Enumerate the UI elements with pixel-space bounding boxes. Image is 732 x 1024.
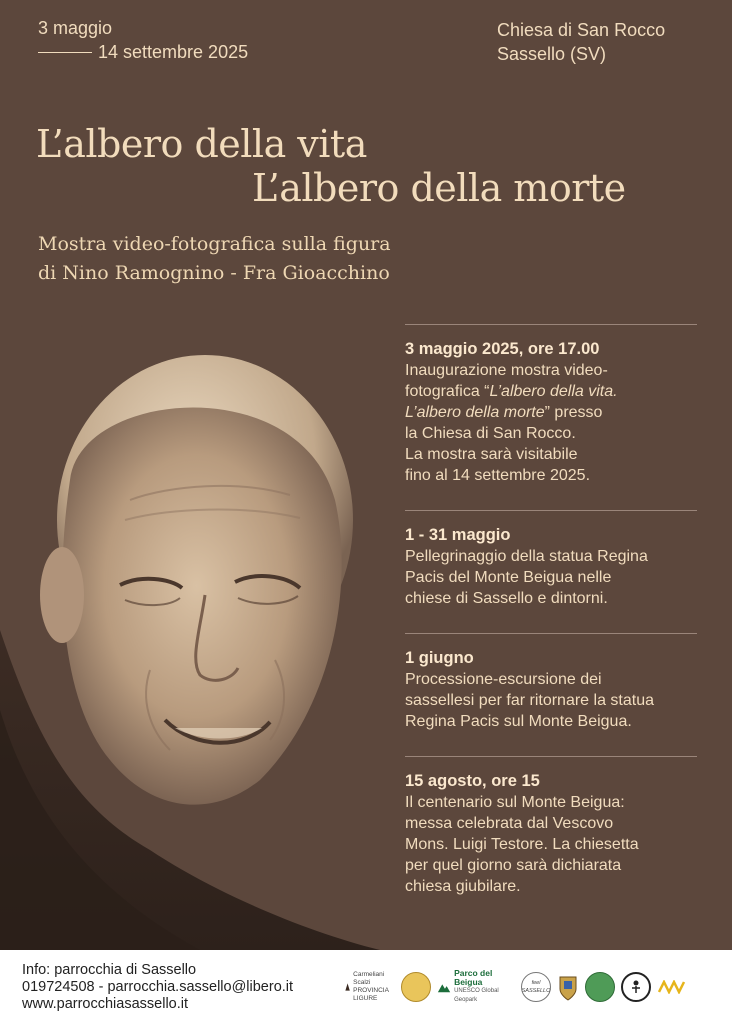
title-line-1: L’albero della vita — [36, 122, 367, 166]
event-description-part: Inaugurazione mostra video- fotografica “ — [405, 362, 608, 400]
event-description — [405, 360, 697, 486]
event-date: 1 - 31 maggio — [405, 526, 511, 544]
parco-beigua-logo — [437, 968, 515, 1003]
carmel-icon — [345, 976, 350, 998]
event-date: 15 agosto, ore 15 — [405, 772, 540, 790]
phone-email[interactable]: 019724508 - parrocchia.sassello@libero.it — [22, 979, 294, 995]
anniversary-seal-icon — [401, 972, 431, 1002]
footer — [0, 950, 732, 1024]
exhibition-subtitle — [38, 230, 391, 288]
subtitle-line-1: Mostra video-fotografica sulla figura — [38, 233, 391, 255]
venue-name: Chiesa di San Rocco — [497, 20, 666, 40]
event-description: Pellegrinaggio della statua Regina Pacis del Monte Beigua nelle chiese di Sassello e dintorni. — [405, 548, 648, 607]
event-description: Processione-escursione dei sassellesi per far ritornare la statua Regina Pacis sul Monte Beigua. — [405, 671, 654, 730]
fondazione-savona-logo — [657, 973, 687, 1001]
event-item — [405, 324, 697, 510]
mountain-icon — [437, 979, 451, 995]
portrait-photo — [0, 330, 380, 950]
person-circle-icon — [621, 972, 651, 1002]
title-line-2: L’albero della morte — [252, 166, 626, 210]
feel-sassello-logo — [521, 972, 551, 1002]
event-item — [405, 756, 697, 921]
carmeliani-logo-text: Carmeliani Scalzi PROVINCIA LIGURE — [353, 971, 389, 1002]
date-divider-line — [38, 52, 92, 53]
event-date: 1 giugno — [405, 649, 474, 667]
municipal-crest-icon — [557, 972, 579, 1002]
date-end-row — [38, 42, 248, 63]
event-description-part: ” presso la Chiesa di San Rocco. La mostra sarà visitabile fino al 14 settembre 2025. — [405, 404, 603, 484]
event-date: 3 maggio 2025, ore 17.00 — [405, 340, 600, 358]
event-item — [405, 633, 697, 756]
contact-info — [22, 962, 293, 1013]
subtitle-line-2: di Nino Ramognino - Fra Gioacchino — [38, 262, 390, 284]
event-description-italic: L’albero della vita. L’albero della morte — [405, 383, 618, 421]
date-end: 14 settembre 2025 — [98, 42, 249, 62]
green-seal-icon — [585, 972, 615, 1002]
events-list — [405, 324, 697, 921]
info-line: Info: parrocchia di Sassello — [22, 962, 197, 978]
event-description: Il centenario sul Monte Beigua: messa celebrata dal Vescovo Mons. Luigi Testore. La chiesetta per quel giorno sarà dichiarata chiesa giubilare. — [405, 794, 639, 895]
exhibition-title — [36, 122, 626, 210]
date-start: 3 maggio — [38, 18, 113, 38]
beigua-name: Parco del Beigua — [454, 968, 493, 987]
beigua-subtitle: UNESCO Global Geopark — [454, 988, 499, 1003]
sponsor-logos — [345, 968, 687, 1003]
venue-town: Sassello (SV) — [497, 44, 607, 64]
event-item — [405, 510, 697, 633]
carmeliani-logo — [345, 971, 395, 1002]
website-link[interactable]: www.parrocchiasassello.it — [22, 996, 189, 1012]
feel-sassello-text: feel SASSELLO — [521, 980, 551, 994]
venue — [497, 18, 665, 66]
